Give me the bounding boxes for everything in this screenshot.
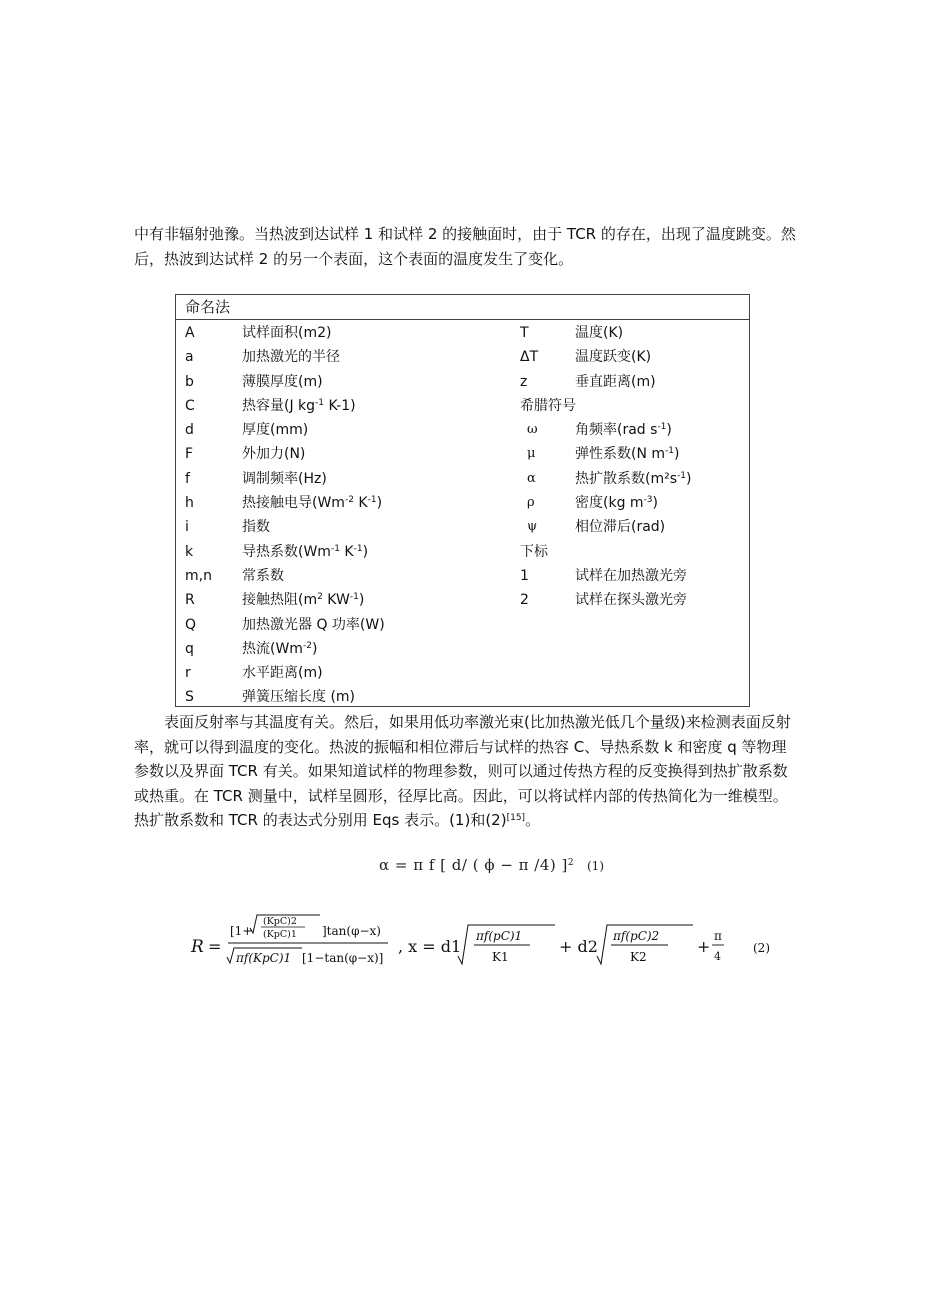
nomenclature-symbol: S [185,689,194,706]
unit-exponent: -1 [330,543,340,554]
eq2-f1-den: K1 [492,950,509,964]
unit-exponent: -1 [677,470,686,481]
nomenclature-description [575,418,672,442]
description-text: ) [652,495,658,512]
nomenclature-description [242,467,327,491]
eq2-f2-num: πf(pC)2 [613,929,660,943]
nomenclature-symbol: a [185,349,194,366]
eq2-plus-d2: + d2 [559,937,598,956]
unit-exponent: -1 [353,543,363,554]
unit-exponent: -1 [367,495,377,506]
description-text: K [353,495,368,512]
nomenclature-symbol: 1 [520,567,529,584]
nomenclature-symbol: m,n [185,567,212,584]
nomenclature-description [242,637,317,661]
nomenclature-description [242,564,284,588]
nomenclature-row [176,685,506,709]
description-text: 导热系数(Wm [242,543,331,560]
description-text: 弹簧压缩长度 (m) [242,689,356,706]
unit-exponent: -1 [349,592,359,603]
nomenclature-description [575,321,623,345]
description-text: ) [686,470,692,487]
nomenclature-description [242,661,323,685]
nomenclature-row [511,418,751,442]
description-text: ) [666,422,672,439]
nomenclature-symbol: F [185,446,194,463]
description-text: 接触热阻(m [242,592,318,609]
nomenclature-left-column [176,321,506,710]
nomenclature-section-label: 下标 [520,543,548,560]
description-text: 弹性系数(N m [575,446,666,463]
equation-2-number: (2) [753,941,770,955]
description-text: 加热激光的半径 [242,349,340,366]
nomenclature-symbol: z [520,373,528,390]
description-text: 密度(kg m [575,495,644,512]
nomenclature-row [511,442,751,466]
description-text: 角频率(rad s [575,422,658,439]
description-text: ) [362,543,369,560]
eq2-bottom-rest: [1−tan(φ−x)] [302,951,384,965]
nomenclature-description [575,442,679,466]
nomenclature-row [176,491,506,515]
intro-paragraph: 中有非辐射弛豫。当热波到达试样 1 和试样 2 的接触面时，由于 TCR 的存在，出现了温度跳变。然后，热波到达试样 2 的另一个表面，这个表面的温度发生了变化。 [134,225,796,268]
eq2-f2-den: K2 [630,950,647,964]
equation-1-body: α = π f [ d/ ( ϕ − π /4) ] [379,856,568,874]
nomenclature-description [242,418,308,442]
nomenclature-row [176,370,506,394]
description-text: 温度跃变(K) [575,349,652,366]
nomenclature-description [242,515,270,539]
nomenclature-row [176,467,506,491]
nomenclature-row [511,515,751,539]
equation-1-exponent: 2 [567,858,575,868]
description-text: K [339,543,354,560]
nomenclature-symbol: k [185,543,194,560]
citation-ref: [15] [506,813,526,823]
body-end: 。 [525,811,541,829]
eq2-equals: = [208,937,222,956]
nomenclature-symbol: A [185,325,195,341]
nomenclature-row [511,321,751,345]
nomenclature-description [575,467,691,491]
unit-exponent: -3 [643,495,653,506]
description-text: 常系数 [242,567,284,584]
unit-exponent: -1 [665,446,675,457]
description-text: 调制频率(Hz) [242,470,327,487]
nomenclature-row [511,467,751,491]
description-text: 温度(K) [575,325,624,341]
description-text: 指数 [242,519,270,536]
nomenclature-description [575,345,651,369]
nomenclature-row [176,588,506,612]
nomenclature-row [511,370,751,394]
eq2-four: 4 [714,950,721,963]
nomenclature-description [242,491,382,515]
description-text: K-1) [324,397,356,414]
nomenclature-symbol: r [185,665,191,682]
nomenclature-symbol: 2 [520,592,529,609]
nomenclature-row [511,491,751,515]
eq2-comma-x: , x = d1 [398,937,462,956]
unit-exponent: 2 [317,592,323,603]
nomenclature-symbol: ω [527,422,538,438]
nomenclature-row [176,637,506,661]
nomenclature-description [242,345,340,369]
description-text: 垂直距离(m) [575,373,656,390]
nomenclature-row [511,588,751,612]
description-text: 热扩散系数(m²s [575,470,678,487]
nomenclature-row [176,442,506,466]
description-text: 热流(Wm [242,640,303,657]
description-text: 试样面积(m2) [242,325,332,341]
nomenclature-symbol: q [185,640,194,657]
nomenclature-description [242,588,364,612]
nomenclature-description [575,515,665,539]
nomenclature-symbol: i [185,519,189,536]
description-text: 加热激光器 Q 功率(W) [242,616,385,633]
equation-1 [0,856,926,882]
nomenclature-description [242,394,356,418]
unit-exponent: -1 [657,422,667,433]
nomenclature-symbol: ψ [527,519,538,535]
eq2-plus: + [697,937,711,956]
description-text: ) [358,592,365,609]
nomenclature-symbol: d [185,422,194,439]
eq2-pi: π [714,929,722,943]
nomenclature-section-label: 希腊符号 [520,397,576,414]
description-text: 热容量(J kg [242,397,316,414]
nomenclature-row [176,418,506,442]
eq2-top-close: ]tan(φ−x) [322,924,381,938]
nomenclature-symbol: μ [527,446,536,462]
nomenclature-symbol: R [185,592,195,609]
nomenclature-description [242,370,323,394]
nomenclature-symbol: h [185,495,194,512]
nomenclature-row [176,321,506,345]
nomenclature-row [511,394,751,418]
nomenclature-description [242,685,355,709]
nomenclature-row [176,661,506,685]
nomenclature-row [176,345,506,369]
nomenclature-right-column [511,321,751,613]
equation-2-graphic [0,900,926,980]
nomenclature-row [176,394,506,418]
nomenclature-symbol: Q [185,616,197,633]
description-text: 厚度(mm) [242,422,309,439]
eq2-R: R [191,937,204,957]
nomenclature-symbol: α [527,470,536,486]
equation-2 [0,900,926,980]
eq2-inner-den: (KpC)1 [263,929,297,940]
equation-1-number: (1) [587,859,604,873]
body-paragraph [134,710,798,833]
nomenclature-row [511,345,751,369]
description-text: 外加力(N) [242,446,306,463]
nomenclature-description [575,588,687,612]
description-text: ) [311,640,318,657]
nomenclature-symbol: C [185,397,195,414]
unit-exponent: -1 [315,397,325,408]
body-text: 表面反射率与其温度有关。然后，如果用低功率激光束(比加热激光低几个量级)来检测表面反射率，就可以得到温度的变化。热波的振幅和相位滞后与试样的热容 C、导热系数 k 和密度 q 等物理参数以及界面 TCR 有关。如果知道试样的物理参数，则可以通过传热方程的反变换得到热扩散系数或热重。在 TCR 测量中，试样呈圆形，径厚比高。因此，可以将试样内部的传热简化为一维模型。热扩散系数和 TCR 的表达式分别用 Eqs 表示。(1)和(2) [134,713,791,829]
eq2-inner-num: (KpC)2 [263,916,297,927]
nomenclature-row [176,613,506,637]
nomenclature-description [575,491,658,515]
description-text: 试样在探头激光旁 [575,592,687,609]
equation-1-expression [379,856,574,874]
eq2-top-open: [1+ [230,924,253,938]
description-text: 薄膜厚度(m) [242,373,323,390]
eq2-bottom-arg: πf(KpC)1 [236,951,292,965]
nomenclature-row [176,540,506,564]
description-text: 热接触电导(Wm [242,495,345,512]
nomenclature-description [242,321,331,345]
unit-exponent: -2 [302,640,312,651]
nomenclature-symbol: f [185,470,190,487]
nomenclature-symbol: ρ [527,495,535,511]
nomenclature-symbol: T [520,325,529,341]
nomenclature-row [176,515,506,539]
nomenclature-description [242,540,368,564]
nomenclature-symbol: ΔT [520,349,539,366]
description-text: 相位滞后(rad) [575,519,666,536]
description-text: ) [674,446,680,463]
description-text: 试样在加热激光旁 [575,567,687,584]
nomenclature-row [511,564,751,588]
description-text: 水平距离(m) [242,665,323,682]
nomenclature-description [575,564,687,588]
description-text: KW [322,592,350,609]
description-text: ) [376,495,383,512]
nomenclature-description [242,442,305,466]
nomenclature-table [175,294,750,707]
nomenclature-row [511,540,751,564]
unit-exponent: -2 [344,495,354,506]
nomenclature-title: 命名法 [176,295,749,320]
eq2-f1-num: πf(pC)1 [476,929,523,943]
nomenclature-row [176,564,506,588]
nomenclature-description [575,370,656,394]
nomenclature-description [242,613,385,637]
nomenclature-symbol: b [185,373,194,390]
